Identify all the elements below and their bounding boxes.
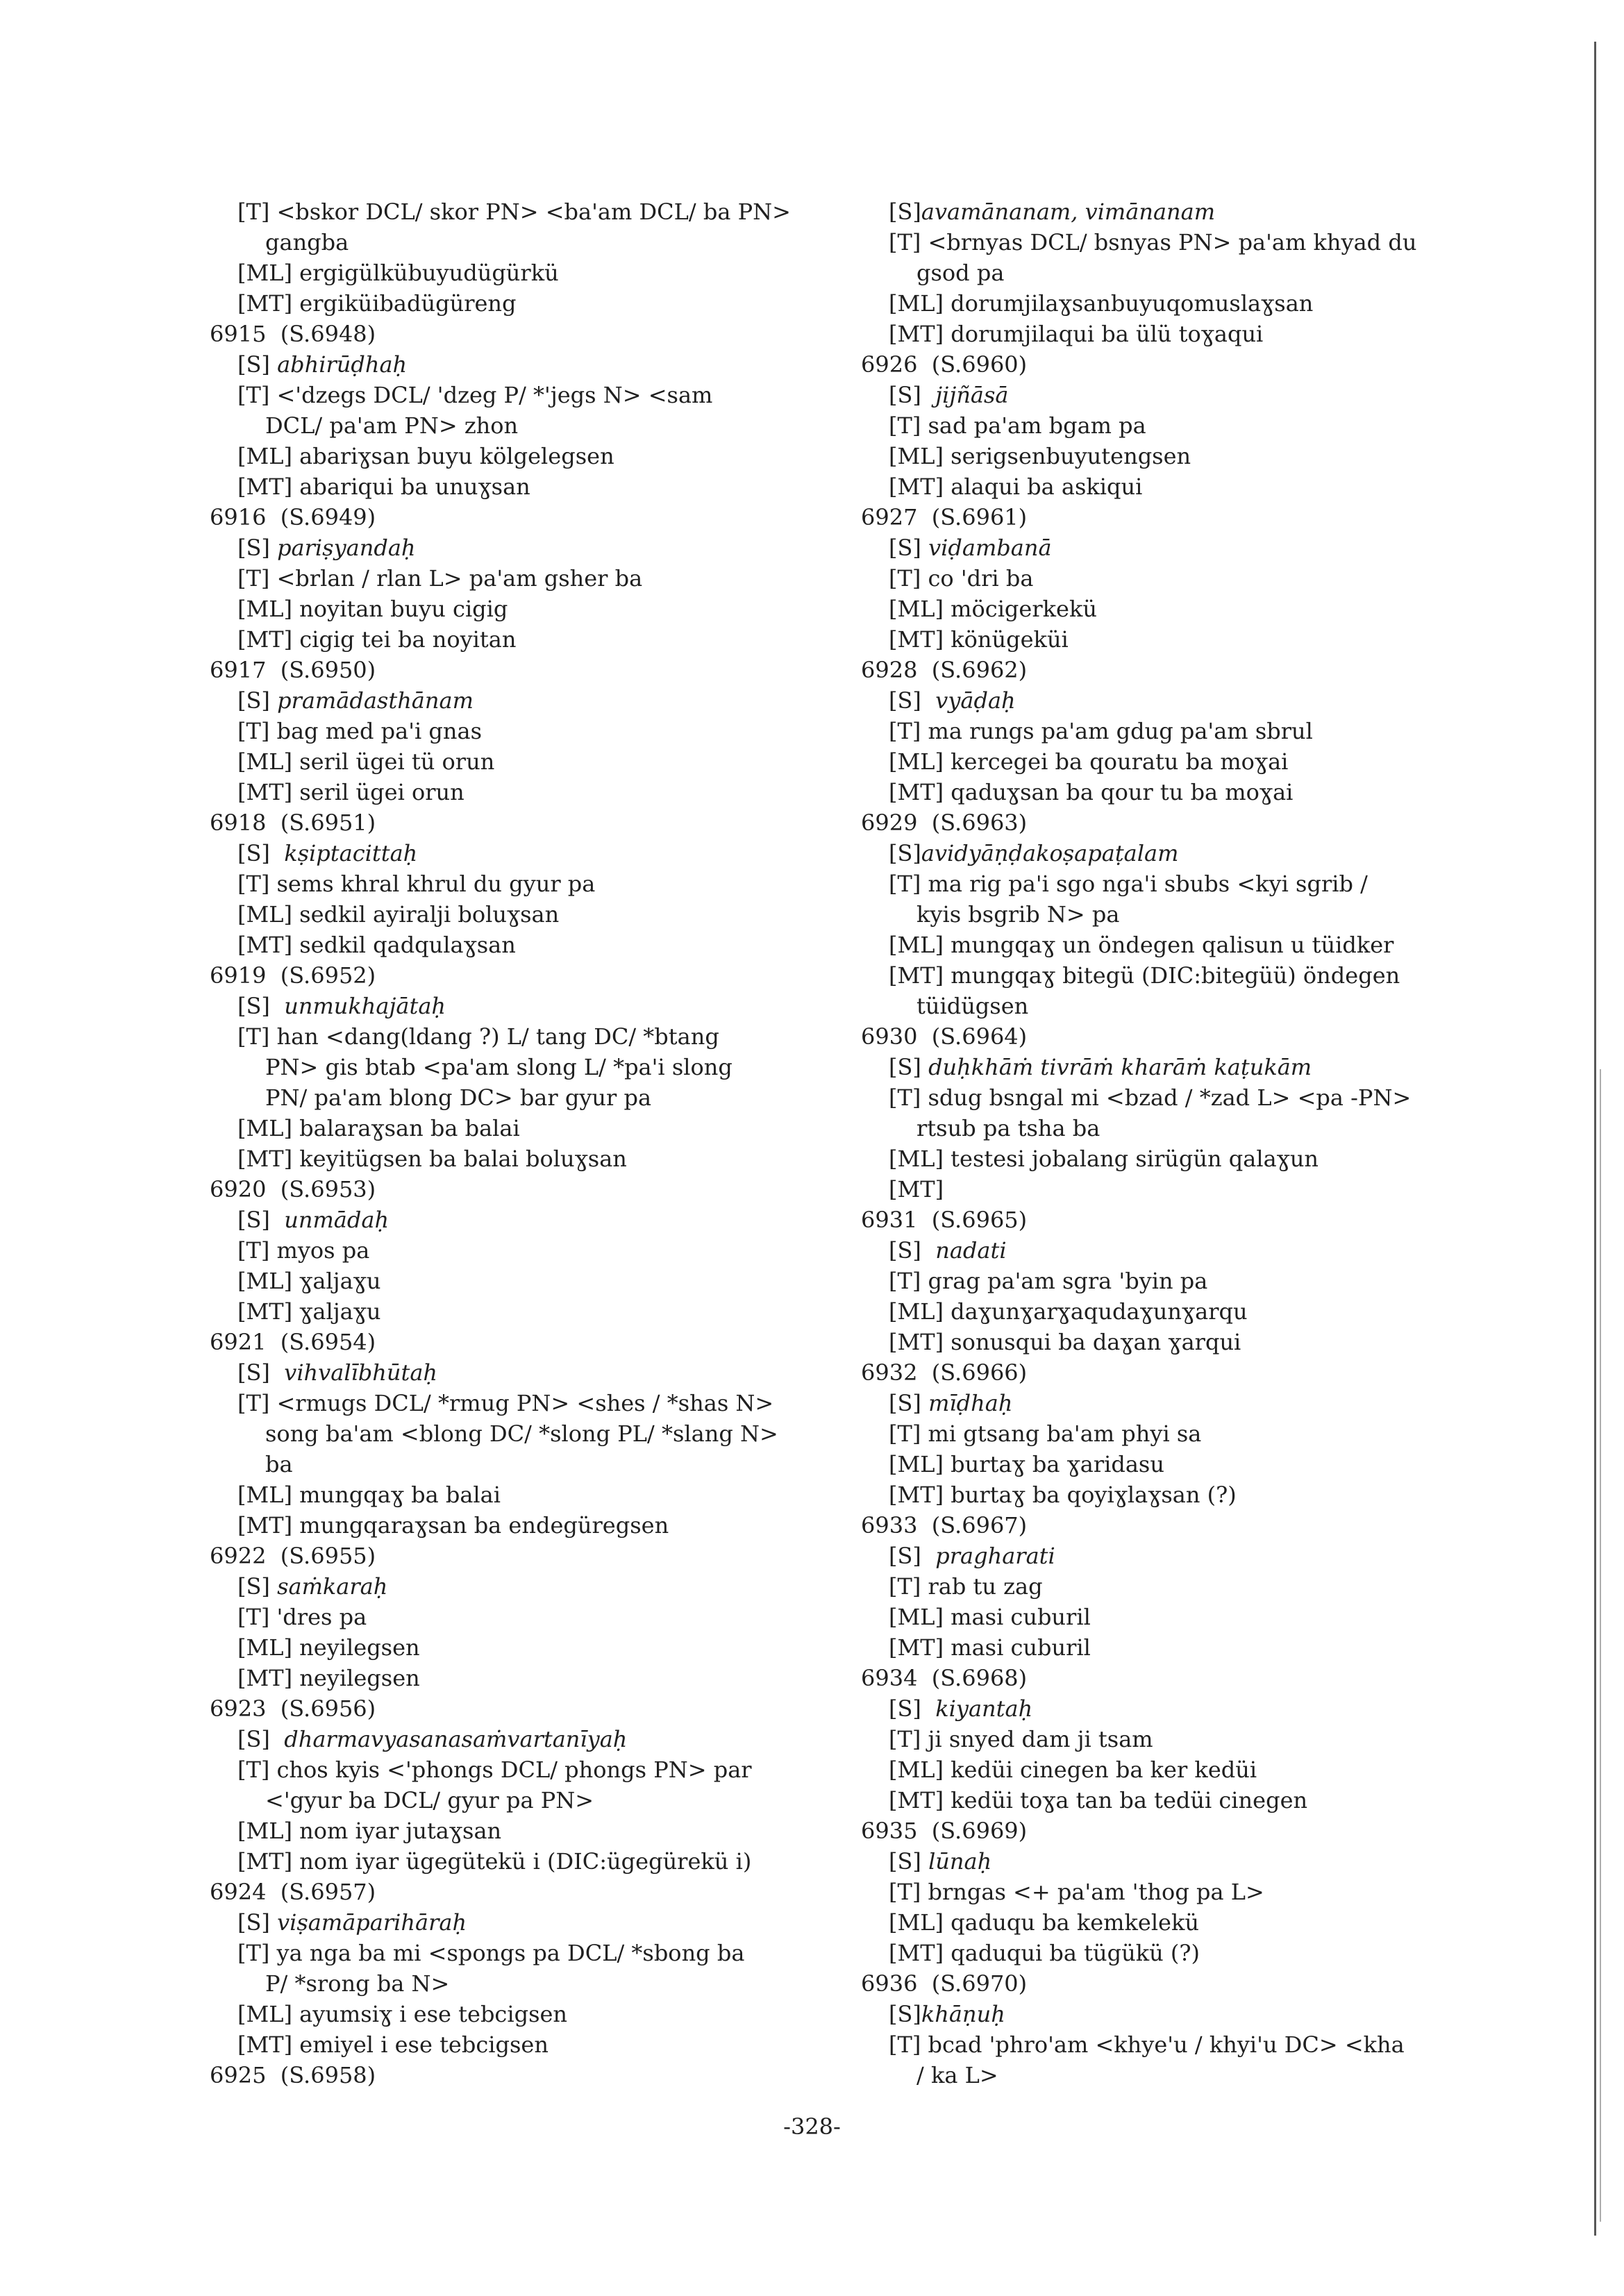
entry-number xyxy=(861,1205,1486,1235)
sanskrit-term: pramādasthānam xyxy=(277,687,474,714)
line-text: 6919 (S.6952) xyxy=(210,962,376,989)
entry-line xyxy=(210,1785,835,1816)
entry-line xyxy=(210,196,835,227)
entry-line xyxy=(861,1418,1486,1449)
sanskrit-term: abhirūḍhaḥ xyxy=(277,351,408,378)
line-text: [MT] emiyel i ese tebcigsen xyxy=(237,2031,549,2058)
line-text: [T] <rmugs DCL/ *rmug PN> <shes / *shas N> xyxy=(237,1390,774,1416)
entry-line xyxy=(861,1724,1486,1754)
line-text: DCL/ pa'am PN> zhon xyxy=(265,412,519,439)
line-text: song ba'am <blong DC/ *slong PL/ *slang N> xyxy=(265,1421,778,1447)
line-text: [ML] kercegei ba qouratu ba moɣai xyxy=(889,748,1289,775)
sanskrit-term: jijñāsā xyxy=(935,382,1009,408)
line-text: [MT] qaduqui ba tügükü (?) xyxy=(889,1940,1200,1966)
entry-line xyxy=(210,1388,835,1418)
line-text: 6935 (S.6969) xyxy=(861,1818,1028,1844)
sanskrit-term: unmukhajātaḥ xyxy=(284,993,446,1019)
line-text: [T] ma rig pa'i sgo nga'i sbubs <kyi sgrib / xyxy=(889,871,1368,897)
line-text: [S] xyxy=(889,1054,929,1080)
entry-line xyxy=(210,1846,835,1877)
entry-line xyxy=(210,1052,835,1082)
line-text: [MT] sonusqui ba daɣan ɣarqui xyxy=(889,1329,1241,1355)
entry-line xyxy=(210,1571,835,1602)
entry-line xyxy=(210,899,835,930)
sanskrit-term: duḥkhāṁ tivrāṁ kharāṁ kaṭukām xyxy=(928,1054,1312,1080)
sanskrit-term: avidyāṇḍakoṣapaṭalam xyxy=(921,840,1179,866)
line-text: [S] xyxy=(237,993,285,1019)
line-text: [MT] ergiküibadügüreng xyxy=(237,290,517,317)
line-text: 6924 (S.6957) xyxy=(210,1879,376,1905)
entry-number xyxy=(861,502,1486,533)
line-text: [S] xyxy=(237,1207,285,1233)
line-text: [ML] dorumjilaɣsanbuyuqomuslaɣsan xyxy=(889,290,1314,317)
line-text: [ML] serigsenbuyutengsen xyxy=(889,443,1191,469)
line-text: [MT] xyxy=(889,1176,944,1203)
line-text: PN> gis btab <pa'am slong L/ *pa'i slong xyxy=(265,1054,733,1080)
entry-line xyxy=(861,930,1486,960)
entry-line xyxy=(861,196,1486,227)
sanskrit-term: mīḍhaḥ xyxy=(928,1390,1013,1416)
entry-line xyxy=(210,1632,835,1663)
line-text: [T] han <dang(ldang ?) L/ tang DC/ *btang xyxy=(237,1023,719,1050)
entry-line xyxy=(210,838,835,869)
line-text: [MT] mungqaɣ bitegü (DIC:bitegüü) öndegen xyxy=(889,962,1400,989)
line-text: kyis bsgrib N> pa xyxy=(916,901,1120,928)
entry-line xyxy=(861,624,1486,655)
entry-line xyxy=(210,1480,835,1510)
line-text: [S] xyxy=(889,199,921,225)
line-text: [ML] mungqaɣ ba balai xyxy=(237,1482,501,1508)
entry-line xyxy=(861,1052,1486,1082)
line-text: [T] ma rungs pa'am gdug pa'am sbrul xyxy=(889,718,1313,744)
entry-line xyxy=(861,1235,1486,1266)
line-text: [ML] seril ügei tü orun xyxy=(237,748,495,775)
entry-line xyxy=(861,1266,1486,1296)
entry-line xyxy=(861,319,1486,349)
entry-line xyxy=(210,1082,835,1113)
line-text: [T] myos pa xyxy=(237,1237,370,1264)
line-text: [MT] nom iyar ügegütekü i (DIC:ügegürekü i) xyxy=(237,1848,752,1875)
line-text: [MT] cigig tei ba noyitan xyxy=(237,626,517,653)
line-text: PN/ pa'am blong DC> bar gyur pa xyxy=(265,1084,652,1111)
entry-line xyxy=(210,1266,835,1296)
sanskrit-term: vihvalībhūtaḥ xyxy=(284,1359,438,1386)
line-text: [S] xyxy=(237,1359,285,1386)
sanskrit-term: viḍambanā xyxy=(928,535,1052,561)
line-text: [T] bcad 'phro'am <khye'u / khyi'u DC> <kha xyxy=(889,2031,1405,2058)
line-text: [S] xyxy=(889,840,921,866)
line-text: [T] sad pa'am bgam pa xyxy=(889,412,1146,439)
entry-line xyxy=(861,1449,1486,1480)
entry-line xyxy=(861,1632,1486,1663)
line-text: [ML] sedkil ayiralji boluɣsan xyxy=(237,901,560,928)
entry-number xyxy=(210,655,835,685)
entry-line xyxy=(210,1816,835,1846)
line-text: 6921 (S.6954) xyxy=(210,1329,376,1355)
entry-line xyxy=(210,471,835,502)
entry-line xyxy=(861,288,1486,319)
line-text: [S] xyxy=(237,1573,278,1600)
line-text: P/ *srong ba N> xyxy=(265,1970,450,1997)
line-text: tüidügsen xyxy=(916,993,1029,1019)
line-text: [ML] nom iyar jutaɣsan xyxy=(237,1818,502,1844)
entry-line xyxy=(861,1174,1486,1205)
line-text: [T] sdug bsngal mi <bzad / *zad L> <pa -PN> xyxy=(889,1084,1412,1111)
line-text: [ML] kedüi cinegen ba ker kedüi xyxy=(889,1757,1257,1783)
line-text: 6922 (S.6955) xyxy=(210,1543,376,1569)
entry-line xyxy=(861,1938,1486,1968)
line-text: [S] xyxy=(889,2001,921,2027)
entry-line xyxy=(861,1846,1486,1877)
entry-line xyxy=(861,533,1486,563)
line-text: [MT] masi cuburil xyxy=(889,1634,1091,1661)
entry-line xyxy=(210,441,835,471)
sanskrit-term: pariṣyandaḥ xyxy=(277,535,416,561)
entry-number xyxy=(210,1541,835,1571)
entry-line xyxy=(861,1388,1486,1418)
line-text: [S] xyxy=(889,1848,929,1875)
line-text: 6934 (S.6968) xyxy=(861,1665,1028,1691)
entry-line xyxy=(210,1205,835,1235)
entry-line xyxy=(210,1357,835,1388)
entry-line xyxy=(210,1968,835,1999)
entry-number xyxy=(861,1816,1486,1846)
line-text: [ML] ayumsiɣ i ese tebcigsen xyxy=(237,2001,568,2027)
entry-line xyxy=(861,441,1486,471)
line-text: [T] mi gtsang ba'am phyi sa xyxy=(889,1421,1202,1447)
line-text: [S] xyxy=(237,687,278,714)
line-text: [S] xyxy=(889,1695,936,1722)
line-text: [MT] könügeküi xyxy=(889,626,1069,653)
scan-edge-line-inner xyxy=(1600,1069,1601,2222)
entry-line xyxy=(210,685,835,716)
entry-line xyxy=(861,1785,1486,1816)
line-text: [T] chos kyis <'phongs DCL/ phongs PN> par xyxy=(237,1757,752,1783)
entry-line xyxy=(210,991,835,1021)
line-text: [T] ji snyed dam ji tsam xyxy=(889,1726,1153,1752)
line-text: [S] xyxy=(237,535,278,561)
entry-number xyxy=(210,1693,835,1724)
entry-line xyxy=(861,1296,1486,1327)
entry-line xyxy=(861,471,1486,502)
line-text: 6932 (S.6966) xyxy=(861,1359,1028,1386)
entry-number xyxy=(210,319,835,349)
entry-line xyxy=(861,716,1486,746)
entry-line xyxy=(861,380,1486,410)
entry-line xyxy=(861,685,1486,716)
entry-number xyxy=(861,349,1486,380)
line-text: 6916 (S.6949) xyxy=(210,504,376,530)
line-text: [MT] abariqui ba unuɣsan xyxy=(237,474,530,500)
line-text: [S] xyxy=(889,535,929,561)
line-text: ba xyxy=(265,1451,293,1477)
line-text: [MT] keyitügsen ba balai boluɣsan xyxy=(237,1146,627,1172)
entry-line xyxy=(861,777,1486,807)
line-text: [ML] ergigülkübuyudügürkü xyxy=(237,260,559,286)
line-text: [ML] noyitan buyu cigig xyxy=(237,596,508,622)
entry-number xyxy=(861,807,1486,838)
line-text: [MT] neyilegsen xyxy=(237,1665,420,1691)
page-number: -328- xyxy=(783,2113,841,2140)
line-text: rtsub pa tsha ba xyxy=(916,1115,1100,1141)
line-text: gangba xyxy=(265,229,349,255)
entry-line xyxy=(861,991,1486,1021)
line-text: [T] 'dres pa xyxy=(237,1604,367,1630)
entry-line xyxy=(210,1938,835,1968)
entry-line xyxy=(861,1143,1486,1174)
line-text: 6923 (S.6956) xyxy=(210,1695,376,1722)
line-text: [T] sems khral khrul du gyur pa xyxy=(237,871,596,897)
entry-line xyxy=(861,563,1486,594)
entry-line xyxy=(210,1021,835,1052)
line-text: [ML] testesi jobalang sirügün qalaɣun xyxy=(889,1146,1319,1172)
entry-line xyxy=(861,899,1486,930)
entry-line xyxy=(861,227,1486,258)
entry-line xyxy=(210,1510,835,1541)
entry-line xyxy=(210,533,835,563)
scan-edge-line xyxy=(1594,42,1596,2236)
line-text: [MT] alaqui ba askiqui xyxy=(889,474,1143,500)
line-text: [S] xyxy=(889,382,936,408)
line-text: 6930 (S.6964) xyxy=(861,1023,1028,1050)
line-text: [T] bag med pa'i gnas xyxy=(237,718,482,744)
entry-line xyxy=(210,1724,835,1754)
entry-line xyxy=(861,1907,1486,1938)
line-text: 6931 (S.6965) xyxy=(861,1207,1028,1233)
entry-line xyxy=(861,1571,1486,1602)
entry-number xyxy=(861,1357,1486,1388)
left-column xyxy=(210,196,835,2090)
entry-line xyxy=(210,1418,835,1449)
line-text: 6915 (S.6948) xyxy=(210,321,376,347)
sanskrit-term: unmādaḥ xyxy=(284,1207,390,1233)
line-text: [S] xyxy=(237,840,285,866)
line-text: [S] xyxy=(237,1726,285,1752)
line-text: [ML] qaduqu ba kemkelekü xyxy=(889,1909,1199,1936)
entry-line xyxy=(210,563,835,594)
line-text: [MT] mungqaraɣsan ba endegüregsen xyxy=(237,1512,669,1539)
line-text: [ML] möcigerkekü xyxy=(889,596,1097,622)
line-text: [MT] qaduɣsan ba qour tu ba moɣai xyxy=(889,779,1294,805)
line-text: [ML] ɣaljaɣu xyxy=(237,1268,381,1294)
sanskrit-term: saṁkaraḥ xyxy=(277,1573,388,1600)
sanskrit-term: vyāḍaḥ xyxy=(935,687,1016,714)
line-text: [S] xyxy=(889,1543,936,1569)
line-text: [ML] burtaɣ ba ɣaridasu xyxy=(889,1451,1164,1477)
sanskrit-term: nadati xyxy=(935,1237,1007,1264)
entry-line xyxy=(861,1602,1486,1632)
entry-line xyxy=(861,1541,1486,1571)
entry-line xyxy=(861,594,1486,624)
entry-number xyxy=(210,807,835,838)
line-text: [T] <brlan / rlan L> pa'am gsher ba xyxy=(237,565,643,592)
line-text: [T] ya nga ba mi <spongs pa DCL/ *sbong ba xyxy=(237,1940,745,1966)
line-text: [T] brngas <+ pa'am 'thog pa L> xyxy=(889,1879,1264,1905)
line-text: 6925 (S.6958) xyxy=(210,2062,376,2088)
entry-line xyxy=(210,349,835,380)
entry-line xyxy=(861,1999,1486,2029)
entry-line xyxy=(210,1449,835,1480)
entry-line xyxy=(861,1754,1486,1785)
entry-line xyxy=(210,1235,835,1266)
entry-number xyxy=(210,1174,835,1205)
entry-line xyxy=(210,716,835,746)
entry-line xyxy=(861,869,1486,899)
line-text: 6917 (S.6950) xyxy=(210,657,376,683)
sanskrit-term: kṣiptacittaḥ xyxy=(284,840,418,866)
entry-line xyxy=(210,1296,835,1327)
line-text: [S] xyxy=(237,351,278,378)
line-text: [T] rab tu zag xyxy=(889,1573,1043,1600)
entry-line xyxy=(861,960,1486,991)
line-text: / ka L> xyxy=(916,2062,998,2088)
line-text: <'gyur ba DCL/ gyur pa PN> xyxy=(265,1787,594,1813)
line-text: 6927 (S.6961) xyxy=(861,504,1028,530)
line-text: [S] xyxy=(889,687,936,714)
entry-number xyxy=(861,1968,1486,1999)
entry-line xyxy=(861,1693,1486,1724)
entry-number xyxy=(210,1327,835,1357)
entry-number xyxy=(210,502,835,533)
line-text: [MT] ɣaljaɣu xyxy=(237,1298,381,1325)
sanskrit-term: dharmavyasanasaṁvartanīyaḥ xyxy=(284,1726,628,1752)
line-text: [S] xyxy=(889,1390,929,1416)
entry-line xyxy=(861,2060,1486,2090)
entry-line xyxy=(210,930,835,960)
sanskrit-term: avamānanam, vimānanam xyxy=(921,199,1216,225)
line-text: [S] xyxy=(237,1909,278,1936)
entry-line xyxy=(210,288,835,319)
entry-line xyxy=(861,1327,1486,1357)
entry-line xyxy=(861,1480,1486,1510)
entry-line xyxy=(210,1143,835,1174)
entry-line xyxy=(861,2029,1486,2060)
line-text: [T] <brnyas DCL/ bsnyas PN> pa'am khyad du xyxy=(889,229,1417,255)
entry-line xyxy=(210,1999,835,2029)
entry-line xyxy=(210,1602,835,1632)
line-text: [ML] mungqaɣ un öndegen qalisun u tüidker xyxy=(889,932,1394,958)
entry-line xyxy=(861,1877,1486,1907)
line-text: 6936 (S.6970) xyxy=(861,1970,1028,1997)
line-text: [T] co 'dri ba xyxy=(889,565,1034,592)
entry-line xyxy=(210,1663,835,1693)
entry-line xyxy=(210,258,835,288)
entry-number xyxy=(210,960,835,991)
entry-line xyxy=(210,777,835,807)
entry-number xyxy=(210,2060,835,2090)
line-text: [S] xyxy=(889,1237,936,1264)
entry-number xyxy=(210,1877,835,1907)
line-text: 6929 (S.6963) xyxy=(861,810,1028,836)
entry-line xyxy=(210,380,835,410)
line-text: [ML] balaraɣsan ba balai xyxy=(237,1115,520,1141)
entry-line xyxy=(861,746,1486,777)
line-text: [MT] kedüi toɣa tan ba tedüi cinegen xyxy=(889,1787,1308,1813)
entry-line xyxy=(210,746,835,777)
entry-line xyxy=(210,1113,835,1143)
line-text: 6928 (S.6962) xyxy=(861,657,1028,683)
line-text: [T] grag pa'am sgra 'byin pa xyxy=(889,1268,1208,1294)
line-text: 6918 (S.6951) xyxy=(210,810,376,836)
entry-line xyxy=(861,1113,1486,1143)
entry-number xyxy=(861,655,1486,685)
sanskrit-term: khāṇuḥ xyxy=(921,2001,1005,2027)
line-text: [T] <'dzegs DCL/ 'dzeg P/ *'jegs N> <sam xyxy=(237,382,713,408)
entry-line xyxy=(861,258,1486,288)
sanskrit-term: kiyantaḥ xyxy=(935,1695,1033,1722)
line-text: [MT] sedkil qadqulaɣsan xyxy=(237,932,516,958)
entry-line xyxy=(210,2029,835,2060)
entry-line xyxy=(210,869,835,899)
line-text: [MT] burtaɣ ba qoyiɣlaɣsan (?) xyxy=(889,1482,1237,1508)
sanskrit-term: viṣamāparihāraḥ xyxy=(277,1909,467,1936)
sanskrit-term: lūnaḥ xyxy=(928,1848,992,1875)
entry-line xyxy=(210,227,835,258)
entry-line xyxy=(210,1754,835,1785)
line-text: [MT] seril ügei orun xyxy=(237,779,464,805)
line-text: [ML] abariɣsan buyu kölgelegsen xyxy=(237,443,614,469)
line-text: [ML] masi cuburil xyxy=(889,1604,1091,1630)
line-text: [ML] daɣunɣarɣaqudaɣunɣarqu xyxy=(889,1298,1248,1325)
entry-line xyxy=(210,1907,835,1938)
line-text: 6920 (S.6953) xyxy=(210,1176,376,1203)
line-text: 6933 (S.6967) xyxy=(861,1512,1028,1539)
entry-number xyxy=(861,1663,1486,1693)
entry-number xyxy=(861,1510,1486,1541)
entry-line xyxy=(861,838,1486,869)
line-text: [T] <bskor DCL/ skor PN> <ba'am DCL/ ba PN> xyxy=(237,199,791,225)
entry-number xyxy=(861,1021,1486,1052)
entry-line xyxy=(861,1082,1486,1113)
right-column xyxy=(861,196,1486,2090)
entry-line xyxy=(861,410,1486,441)
entry-line xyxy=(210,624,835,655)
sanskrit-term: pragharati xyxy=(935,1543,1055,1569)
line-text: [MT] dorumjilaqui ba ülü toɣaqui xyxy=(889,321,1264,347)
line-text: gsod pa xyxy=(916,260,1005,286)
line-text: [ML] neyilegsen xyxy=(237,1634,420,1661)
entry-line xyxy=(210,594,835,624)
entry-line xyxy=(210,410,835,441)
line-text: 6926 (S.6960) xyxy=(861,351,1028,378)
